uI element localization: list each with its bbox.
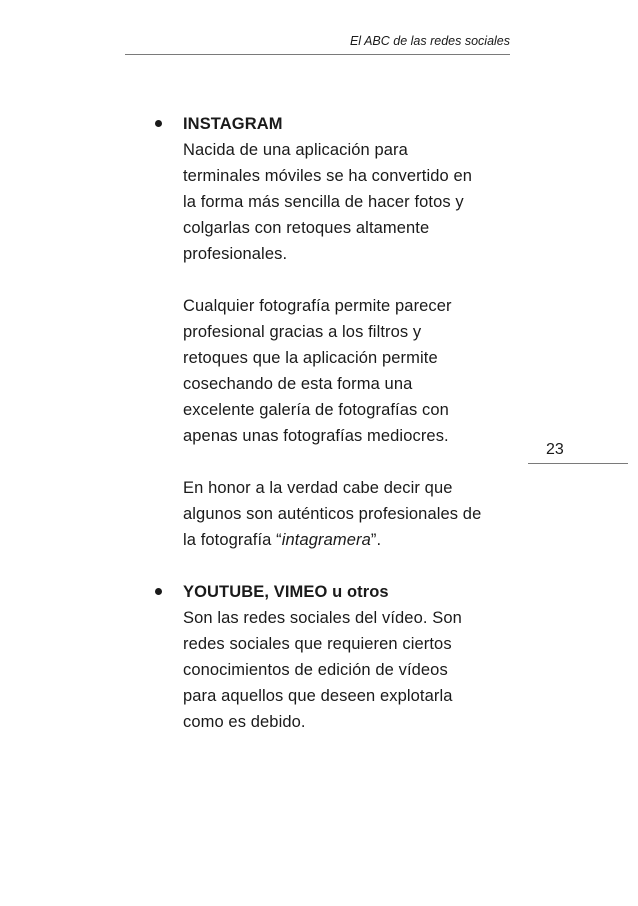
paragraph-spacer (183, 449, 518, 475)
bullet-icon (155, 588, 162, 595)
text-line: Son las redes sociales del vídeo. Son (183, 609, 462, 627)
text-line: profesionales. (183, 245, 288, 263)
text-line: conocimientos de edición de vídeos (183, 661, 448, 679)
paragraph (183, 293, 518, 449)
text-fragment: la fotografía “ (183, 531, 282, 549)
text-line: algunos son auténticos profesionales de (183, 505, 482, 523)
text-line: retoques que la aplicación permite (183, 349, 438, 367)
text-line: colgarlas con retoques altamente (183, 219, 430, 237)
text-line: excelente galería de fotografías con (183, 401, 449, 419)
item-spacer (148, 553, 518, 579)
italic-term: intagramera (281, 531, 371, 549)
text-line: profesional gracias a los filtros y (183, 323, 422, 341)
running-header-title: El ABC de las redes sociales (349, 34, 510, 48)
bullet-item-youtube-vimeo (148, 579, 518, 735)
bullet-item-instagram (148, 111, 518, 553)
paragraph (183, 137, 518, 267)
bullet-title: YOUTUBE, VIMEO u otros (183, 583, 389, 601)
text-line: cosechando de esta forma una (183, 375, 413, 393)
text-line: redes sociales que requieren ciertos (183, 635, 452, 653)
text-line: terminales móviles se ha convertido en (183, 167, 473, 185)
page-number (528, 441, 628, 464)
running-header (125, 30, 510, 55)
text-line: como es debido. (183, 713, 306, 731)
text-line: para aquellos que deseen explotarla (183, 687, 453, 705)
text-line: Nacida de una aplicación para (183, 141, 408, 159)
paragraph-spacer (183, 267, 518, 293)
text-line (183, 527, 518, 553)
text-line: En honor a la verdad cabe decir que (183, 479, 453, 497)
text-line: la forma más sencilla de hacer fotos y (183, 193, 464, 211)
bullet-title: INSTAGRAM (183, 115, 283, 133)
page-body (148, 111, 518, 735)
text-line: Cualquier fotografía permite parecer (183, 297, 452, 315)
bullet-icon (155, 120, 162, 127)
text-fragment: ”. (370, 531, 382, 549)
page-number-text: 23 (546, 441, 564, 458)
paragraph (183, 475, 518, 553)
text-line: apenas unas fotografías mediocres. (183, 427, 449, 445)
paragraph (183, 605, 518, 735)
